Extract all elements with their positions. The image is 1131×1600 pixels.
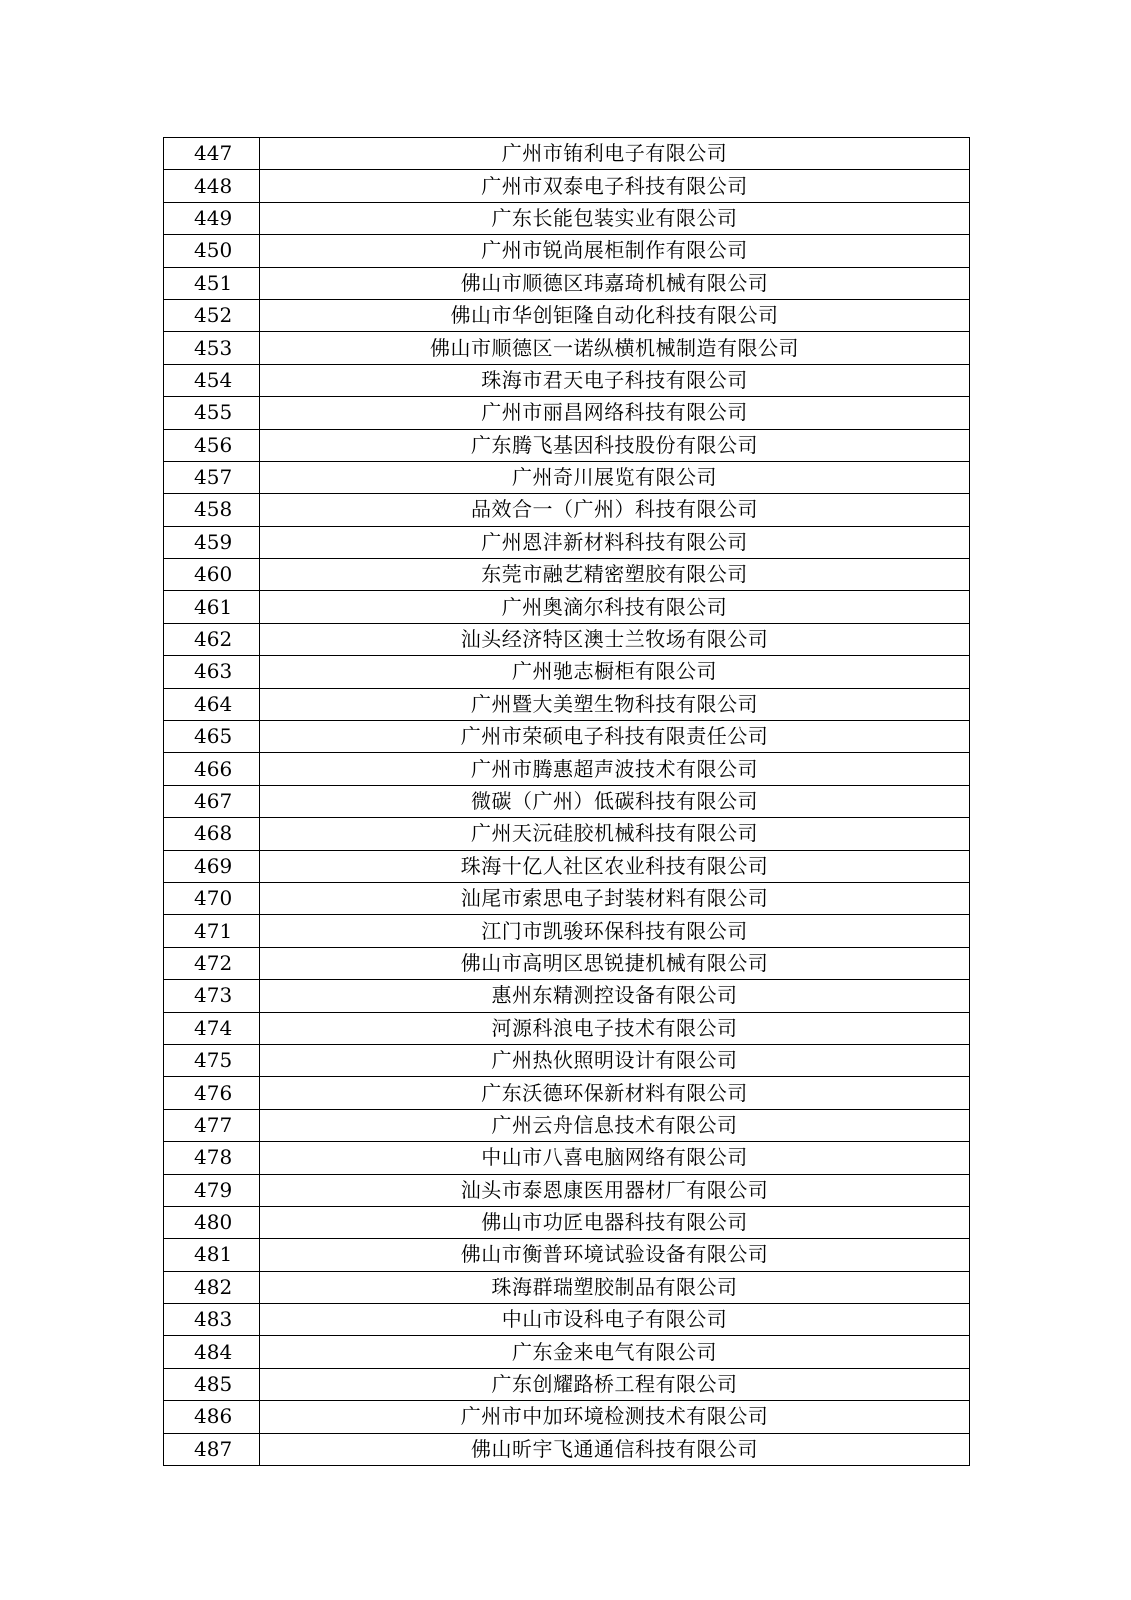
row-number-cell: 458 <box>164 494 260 526</box>
table-row <box>164 494 970 526</box>
table-row <box>164 753 970 785</box>
row-number-cell: 468 <box>164 818 260 850</box>
company-name-cell: 微碳（广州）低碳科技有限公司 <box>260 785 970 817</box>
table-row <box>164 1077 970 1109</box>
row-number-cell: 453 <box>164 332 260 364</box>
company-name-cell: 广东金来电气有限公司 <box>260 1336 970 1368</box>
company-name-cell: 广州市铕利电子有限公司 <box>260 138 970 170</box>
row-number-cell: 487 <box>164 1433 260 1465</box>
company-list-body <box>164 138 970 1466</box>
company-name-cell: 佛山市衡普环境试验设备有限公司 <box>260 1239 970 1271</box>
company-list-table <box>163 137 970 1466</box>
company-name-cell: 广州市双泰电子科技有限公司 <box>260 170 970 202</box>
row-number-cell: 450 <box>164 235 260 267</box>
row-number-cell: 486 <box>164 1401 260 1433</box>
row-number-cell: 484 <box>164 1336 260 1368</box>
table-row <box>164 170 970 202</box>
table-row <box>164 461 970 493</box>
company-name-cell: 汕头经济特区澳士兰牧场有限公司 <box>260 623 970 655</box>
table-row <box>164 1206 970 1238</box>
company-name-cell: 广州暨大美塑生物科技有限公司 <box>260 688 970 720</box>
table-row <box>164 138 970 170</box>
row-number-cell: 472 <box>164 947 260 979</box>
company-name-cell: 中山市设科电子有限公司 <box>260 1304 970 1336</box>
table-row <box>164 332 970 364</box>
company-name-cell: 江门市凯骏环保科技有限公司 <box>260 915 970 947</box>
company-name-cell: 珠海市君天电子科技有限公司 <box>260 364 970 396</box>
table-row <box>164 1433 970 1465</box>
row-number-cell: 479 <box>164 1174 260 1206</box>
table-row <box>164 1336 970 1368</box>
row-number-cell: 457 <box>164 461 260 493</box>
row-number-cell: 448 <box>164 170 260 202</box>
company-name-cell: 惠州东精测控设备有限公司 <box>260 980 970 1012</box>
row-number-cell: 452 <box>164 299 260 331</box>
company-name-cell: 珠海群瑞塑胶制品有限公司 <box>260 1271 970 1303</box>
table-row <box>164 559 970 591</box>
row-number-cell: 474 <box>164 1012 260 1044</box>
company-name-cell: 汕头市泰恩康医用器材厂有限公司 <box>260 1174 970 1206</box>
company-name-cell: 广州市腾惠超声波技术有限公司 <box>260 753 970 785</box>
company-name-cell: 汕尾市索思电子封装材料有限公司 <box>260 882 970 914</box>
company-name-cell: 广州恩沣新材料科技有限公司 <box>260 526 970 558</box>
company-name-cell: 中山市八喜电脑网络有限公司 <box>260 1142 970 1174</box>
company-name-cell: 佛山昕宇飞通通信科技有限公司 <box>260 1433 970 1465</box>
company-name-cell: 广东腾飞基因科技股份有限公司 <box>260 429 970 461</box>
row-number-cell: 481 <box>164 1239 260 1271</box>
table-row <box>164 947 970 979</box>
row-number-cell: 476 <box>164 1077 260 1109</box>
table-row <box>164 850 970 882</box>
row-number-cell: 482 <box>164 1271 260 1303</box>
table-row <box>164 688 970 720</box>
company-name-cell: 佛山市华创钜隆自动化科技有限公司 <box>260 299 970 331</box>
table-row <box>164 591 970 623</box>
row-number-cell: 466 <box>164 753 260 785</box>
row-number-cell: 470 <box>164 882 260 914</box>
company-name-cell: 广州奥滴尔科技有限公司 <box>260 591 970 623</box>
company-name-cell: 广东长能包装实业有限公司 <box>260 202 970 234</box>
table-row <box>164 818 970 850</box>
row-number-cell: 467 <box>164 785 260 817</box>
company-name-cell: 佛山市顺德区一诺纵横机械制造有限公司 <box>260 332 970 364</box>
table-row <box>164 1401 970 1433</box>
table-row <box>164 526 970 558</box>
company-name-cell: 广州市荣硕电子科技有限责任公司 <box>260 721 970 753</box>
row-number-cell: 473 <box>164 980 260 1012</box>
company-name-cell: 广州市锐尚展柜制作有限公司 <box>260 235 970 267</box>
company-name-cell: 品效合一（广州）科技有限公司 <box>260 494 970 526</box>
table-row <box>164 656 970 688</box>
table-row <box>164 915 970 947</box>
table-row <box>164 1109 970 1141</box>
row-number-cell: 469 <box>164 850 260 882</box>
company-name-cell: 广州热伙照明设计有限公司 <box>260 1044 970 1076</box>
company-name-cell: 珠海十亿人社区农业科技有限公司 <box>260 850 970 882</box>
company-name-cell: 广州云舟信息技术有限公司 <box>260 1109 970 1141</box>
row-number-cell: 477 <box>164 1109 260 1141</box>
row-number-cell: 480 <box>164 1206 260 1238</box>
table-row <box>164 721 970 753</box>
row-number-cell: 475 <box>164 1044 260 1076</box>
table-row <box>164 1012 970 1044</box>
table-row <box>164 1368 970 1400</box>
table-row <box>164 299 970 331</box>
row-number-cell: 465 <box>164 721 260 753</box>
row-number-cell: 464 <box>164 688 260 720</box>
row-number-cell: 462 <box>164 623 260 655</box>
table-row <box>164 882 970 914</box>
row-number-cell: 461 <box>164 591 260 623</box>
table-row <box>164 980 970 1012</box>
company-name-cell: 广东创耀路桥工程有限公司 <box>260 1368 970 1400</box>
row-number-cell: 451 <box>164 267 260 299</box>
table-row <box>164 785 970 817</box>
table-row <box>164 397 970 429</box>
company-name-cell: 广州市中加环境检测技术有限公司 <box>260 1401 970 1433</box>
table-row <box>164 1174 970 1206</box>
table-row <box>164 1044 970 1076</box>
company-name-cell: 广州驰志橱柜有限公司 <box>260 656 970 688</box>
company-name-cell: 广东沃德环保新材料有限公司 <box>260 1077 970 1109</box>
row-number-cell: 454 <box>164 364 260 396</box>
row-number-cell: 447 <box>164 138 260 170</box>
table-row <box>164 1304 970 1336</box>
table-row <box>164 267 970 299</box>
company-name-cell: 河源科浪电子技术有限公司 <box>260 1012 970 1044</box>
table-row <box>164 364 970 396</box>
row-number-cell: 449 <box>164 202 260 234</box>
company-name-cell: 佛山市顺德区玮嘉琦机械有限公司 <box>260 267 970 299</box>
table-row <box>164 1239 970 1271</box>
company-name-cell: 广州奇川展览有限公司 <box>260 461 970 493</box>
company-name-cell: 佛山市功匠电器科技有限公司 <box>260 1206 970 1238</box>
row-number-cell: 485 <box>164 1368 260 1400</box>
row-number-cell: 459 <box>164 526 260 558</box>
row-number-cell: 478 <box>164 1142 260 1174</box>
table-row <box>164 1271 970 1303</box>
table-row <box>164 429 970 461</box>
row-number-cell: 463 <box>164 656 260 688</box>
company-name-cell: 广州市丽昌网络科技有限公司 <box>260 397 970 429</box>
row-number-cell: 471 <box>164 915 260 947</box>
table-row <box>164 202 970 234</box>
company-name-cell: 东莞市融艺精密塑胶有限公司 <box>260 559 970 591</box>
row-number-cell: 483 <box>164 1304 260 1336</box>
row-number-cell: 456 <box>164 429 260 461</box>
table-row <box>164 623 970 655</box>
row-number-cell: 455 <box>164 397 260 429</box>
row-number-cell: 460 <box>164 559 260 591</box>
company-name-cell: 佛山市高明区思锐捷机械有限公司 <box>260 947 970 979</box>
table-row <box>164 1142 970 1174</box>
table-row <box>164 235 970 267</box>
company-name-cell: 广州天沅硅胶机械科技有限公司 <box>260 818 970 850</box>
